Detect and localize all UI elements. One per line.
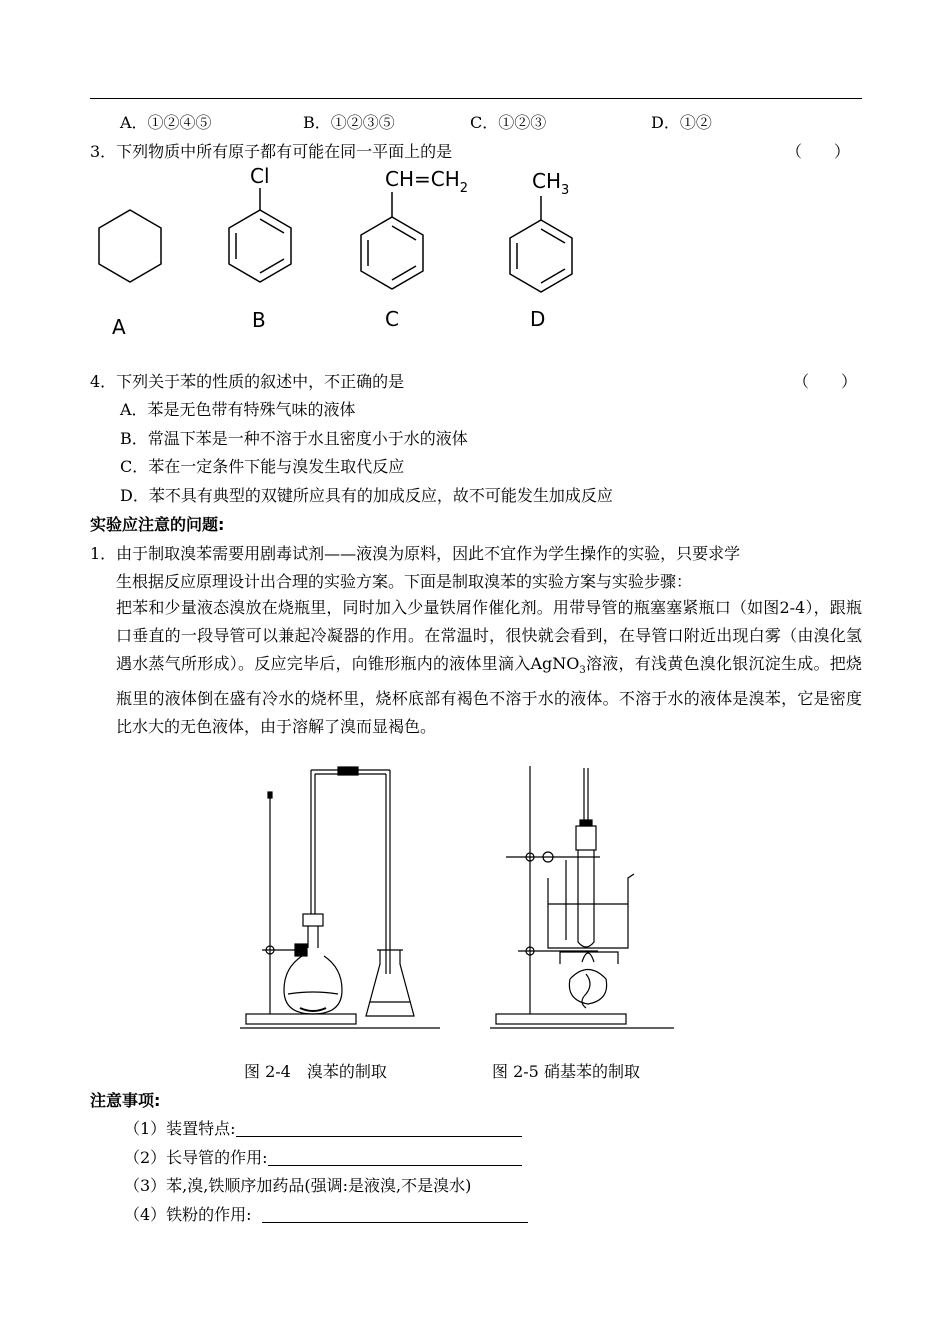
answer-blank-2[interactable] xyxy=(268,1149,522,1166)
q3-stem: 3．下列物质中所有原子都有可能在同一平面上的是 xyxy=(90,142,453,161)
item1-line1: 1．由于制取溴苯需要用剧毒试剂——液溴为原料，因此不宜作为学生操作的实验，只要求学 xyxy=(90,544,741,563)
chlorobenzene-structure xyxy=(229,188,291,282)
item1-para-subscript: 3 xyxy=(579,665,586,677)
q4-stem: 4．下列关于苯的性质的叙述中，不正确的是 xyxy=(90,372,405,391)
section-title: 实验应注意的问题: xyxy=(90,515,225,534)
q2-option-a: A．①②④⑤ xyxy=(120,113,212,132)
q4-option-d: D．苯不具有典型的双键所应具有的加成反应，故不可能发生加成反应 xyxy=(120,486,613,505)
note-item-3: （3）苯,溴,铁顺序加药品(强调:是液溴,不是溴水) xyxy=(124,1176,472,1195)
structure-d-label: D xyxy=(530,307,546,331)
q3-structures xyxy=(80,160,620,345)
item1-paragraph xyxy=(116,594,862,741)
structure-c-substituent: CH=CH xyxy=(385,167,460,191)
notes-title: 注意事项: xyxy=(90,1091,161,1110)
q4-option-a: A．苯是无色带有特殊气味的液体 xyxy=(120,400,356,419)
answer-blank-4[interactable] xyxy=(262,1206,528,1223)
q2-option-b: B．①②③⑤ xyxy=(303,113,395,132)
q2-option-d: D．①② xyxy=(651,113,712,132)
header-rule xyxy=(90,98,862,99)
q3-paren: （ ） xyxy=(786,142,851,161)
toluene-structure xyxy=(510,196,572,292)
structure-d-substituent: CH xyxy=(532,169,562,193)
cyclohexane-structure xyxy=(99,210,161,282)
q2-option-c: C．①②③ xyxy=(470,113,547,132)
note-item-2-label: （2）长导管的作用: xyxy=(124,1148,268,1167)
figure-2-4-apparatus xyxy=(240,764,440,1032)
figure-2-5-caption: 图 2-5 硝基苯的制取 xyxy=(492,1062,640,1081)
styrene-structure xyxy=(361,192,423,289)
structure-a-label: A xyxy=(112,315,126,339)
structure-c-subscript: 2 xyxy=(459,181,469,196)
structure-b-label: B xyxy=(252,308,266,332)
note-item-1-label: （1）装置特点: xyxy=(124,1119,236,1138)
note-item-2 xyxy=(124,1145,522,1168)
item1-line2: 生根据反应原理设计出合理的实验方案。下面是制取溴苯的实验方案与实验步骤： xyxy=(116,572,693,591)
figure-2-5-apparatus xyxy=(490,764,674,1032)
item1-para-part1: 把苯和少量液态溴放在烧瓶里，同时加入少量铁屑作催化剂。用带导管的瓶塞塞紧瓶口（如图2-4），跟瓶口垂直的一段导管可以兼起冷凝器的作用。在常温时，很快就会看到，在导管口附近出现白雾（由溴化氢遇水蒸气所形成）。反应完毕后，向锥形瓶内的液体里滴入AgNO xyxy=(116,598,862,673)
q4-paren: （ ） xyxy=(793,372,858,391)
svg-text:CH3 xyxy=(532,169,569,198)
q4-option-b: B．常温下苯是一种不溶于水且密度小于水的液体 xyxy=(120,429,468,448)
note-item-1 xyxy=(124,1116,522,1139)
answer-blank-1[interactable] xyxy=(236,1120,522,1137)
note-item-4-label: （4）铁粉的作用: xyxy=(124,1205,252,1224)
structure-c-label: C xyxy=(385,307,399,331)
svg-text:CH=CH2 xyxy=(385,167,468,196)
structure-d-subscript: 3 xyxy=(561,183,570,198)
q4-option-c: C．苯在一定条件下能与溴发生取代反应 xyxy=(120,457,405,476)
figure-2-4-caption: 图 2-4 溴苯的制取 xyxy=(244,1062,387,1081)
note-item-4 xyxy=(124,1202,528,1225)
structure-b-substituent: Cl xyxy=(250,164,270,188)
item1-para-part2: 溶液，有浅黄色溴化银沉淀生成。把烧瓶里的液体倒在盛有冷水的烧杯里，烧杯底部有褐色不溶于水的液体。不溶于水的液体是溴苯，它是密度比水大的无色液体，由于溶解了溴而显褐色。 xyxy=(116,654,862,737)
